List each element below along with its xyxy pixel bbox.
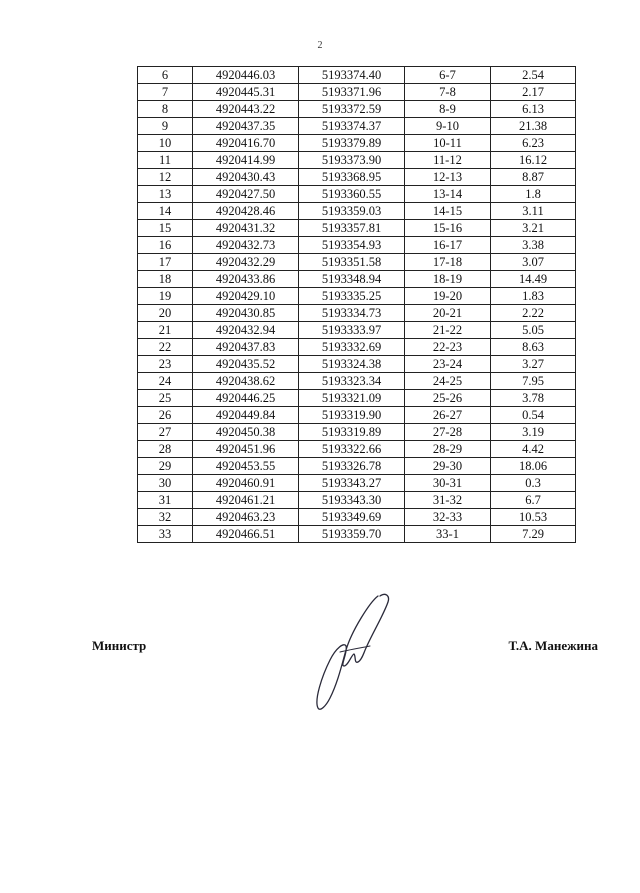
y-coordinate-cell: 5193319.90 <box>299 407 405 424</box>
segment-cell: 31-32 <box>405 492 491 509</box>
point-number-cell: 16 <box>138 237 193 254</box>
x-coordinate-cell: 4920451.96 <box>193 441 299 458</box>
point-number-cell: 21 <box>138 322 193 339</box>
x-coordinate-cell: 4920427.50 <box>193 186 299 203</box>
handwritten-signature <box>300 590 410 715</box>
length-cell: 14.49 <box>491 271 576 288</box>
point-number-cell: 27 <box>138 424 193 441</box>
segment-cell: 20-21 <box>405 305 491 322</box>
x-coordinate-cell: 4920443.22 <box>193 101 299 118</box>
segment-cell: 9-10 <box>405 118 491 135</box>
x-coordinate-cell: 4920437.35 <box>193 118 299 135</box>
point-number-cell: 7 <box>138 84 193 101</box>
point-number-cell: 18 <box>138 271 193 288</box>
segment-cell: 23-24 <box>405 356 491 373</box>
segment-cell: 18-19 <box>405 271 491 288</box>
y-coordinate-cell: 5193335.25 <box>299 288 405 305</box>
x-coordinate-cell: 4920445.31 <box>193 84 299 101</box>
table-row <box>138 152 576 169</box>
segment-cell: 8-9 <box>405 101 491 118</box>
table-row <box>138 475 576 492</box>
y-coordinate-cell: 5193359.70 <box>299 526 405 543</box>
table-row <box>138 254 576 271</box>
table-row <box>138 101 576 118</box>
x-coordinate-cell: 4920463.23 <box>193 509 299 526</box>
length-cell: 16.12 <box>491 152 576 169</box>
x-coordinate-cell: 4920432.29 <box>193 254 299 271</box>
table-row <box>138 526 576 543</box>
x-coordinate-cell: 4920414.99 <box>193 152 299 169</box>
segment-cell: 28-29 <box>405 441 491 458</box>
segment-cell: 17-18 <box>405 254 491 271</box>
point-number-cell: 11 <box>138 152 193 169</box>
page-number: 2 <box>317 40 323 51</box>
segment-cell: 7-8 <box>405 84 491 101</box>
table-row <box>138 407 576 424</box>
x-coordinate-cell: 4920437.83 <box>193 339 299 356</box>
y-coordinate-cell: 5193322.66 <box>299 441 405 458</box>
y-coordinate-cell: 5193374.37 <box>299 118 405 135</box>
segment-cell: 11-12 <box>405 152 491 169</box>
segment-cell: 13-14 <box>405 186 491 203</box>
segment-cell: 25-26 <box>405 390 491 407</box>
y-coordinate-cell: 5193333.97 <box>299 322 405 339</box>
point-number-cell: 19 <box>138 288 193 305</box>
y-coordinate-cell: 5193323.34 <box>299 373 405 390</box>
y-coordinate-cell: 5193351.58 <box>299 254 405 271</box>
point-number-cell: 23 <box>138 356 193 373</box>
length-cell: 8.87 <box>491 169 576 186</box>
table-row <box>138 339 576 356</box>
point-number-cell: 9 <box>138 118 193 135</box>
length-cell: 3.78 <box>491 390 576 407</box>
y-coordinate-cell: 5193343.27 <box>299 475 405 492</box>
x-coordinate-cell: 4920431.32 <box>193 220 299 237</box>
y-coordinate-cell: 5193374.40 <box>299 67 405 84</box>
length-cell: 5.05 <box>491 322 576 339</box>
coordinates-table-body <box>138 67 576 543</box>
point-number-cell: 6 <box>138 67 193 84</box>
point-number-cell: 12 <box>138 169 193 186</box>
table-row <box>138 492 576 509</box>
y-coordinate-cell: 5193354.93 <box>299 237 405 254</box>
length-cell: 3.21 <box>491 220 576 237</box>
length-cell: 6.23 <box>491 135 576 152</box>
segment-cell: 30-31 <box>405 475 491 492</box>
length-cell: 0.3 <box>491 475 576 492</box>
table-row <box>138 67 576 84</box>
y-coordinate-cell: 5193360.55 <box>299 186 405 203</box>
y-coordinate-cell: 5193349.69 <box>299 509 405 526</box>
length-cell: 2.22 <box>491 305 576 322</box>
segment-cell: 33-1 <box>405 526 491 543</box>
length-cell: 7.95 <box>491 373 576 390</box>
segment-cell: 32-33 <box>405 509 491 526</box>
x-coordinate-cell: 4920450.38 <box>193 424 299 441</box>
table-row <box>138 237 576 254</box>
length-cell: 6.13 <box>491 101 576 118</box>
segment-cell: 19-20 <box>405 288 491 305</box>
table-row <box>138 356 576 373</box>
table-row <box>138 135 576 152</box>
y-coordinate-cell: 5193359.03 <box>299 203 405 220</box>
signer-name: Т.А. Манежина <box>508 638 598 653</box>
x-coordinate-cell: 4920460.91 <box>193 475 299 492</box>
length-cell: 3.19 <box>491 424 576 441</box>
y-coordinate-cell: 5193326.78 <box>299 458 405 475</box>
point-number-cell: 31 <box>138 492 193 509</box>
x-coordinate-cell: 4920453.55 <box>193 458 299 475</box>
x-coordinate-cell: 4920446.03 <box>193 67 299 84</box>
segment-cell: 21-22 <box>405 322 491 339</box>
table-row <box>138 322 576 339</box>
segment-cell: 24-25 <box>405 373 491 390</box>
x-coordinate-cell: 4920428.46 <box>193 203 299 220</box>
segment-cell: 27-28 <box>405 424 491 441</box>
point-number-cell: 14 <box>138 203 193 220</box>
y-coordinate-cell: 5193368.95 <box>299 169 405 186</box>
length-cell: 2.54 <box>491 67 576 84</box>
y-coordinate-cell: 5193321.09 <box>299 390 405 407</box>
coordinates-table <box>137 66 576 543</box>
y-coordinate-cell: 5193379.89 <box>299 135 405 152</box>
point-number-cell: 8 <box>138 101 193 118</box>
length-cell: 7.29 <box>491 526 576 543</box>
x-coordinate-cell: 4920446.25 <box>193 390 299 407</box>
length-cell: 3.07 <box>491 254 576 271</box>
x-coordinate-cell: 4920430.85 <box>193 305 299 322</box>
segment-cell: 16-17 <box>405 237 491 254</box>
x-coordinate-cell: 4920435.52 <box>193 356 299 373</box>
point-number-cell: 32 <box>138 509 193 526</box>
y-coordinate-cell: 5193343.30 <box>299 492 405 509</box>
point-number-cell: 13 <box>138 186 193 203</box>
segment-cell: 26-27 <box>405 407 491 424</box>
length-cell: 1.83 <box>491 288 576 305</box>
y-coordinate-cell: 5193371.96 <box>299 84 405 101</box>
table-row <box>138 373 576 390</box>
point-number-cell: 25 <box>138 390 193 407</box>
y-coordinate-cell: 5193324.38 <box>299 356 405 373</box>
length-cell: 3.11 <box>491 203 576 220</box>
x-coordinate-cell: 4920461.21 <box>193 492 299 509</box>
table-row <box>138 84 576 101</box>
length-cell: 4.42 <box>491 441 576 458</box>
segment-cell: 12-13 <box>405 169 491 186</box>
segment-cell: 14-15 <box>405 203 491 220</box>
table-row <box>138 441 576 458</box>
table-row <box>138 220 576 237</box>
point-number-cell: 26 <box>138 407 193 424</box>
length-cell: 3.27 <box>491 356 576 373</box>
point-number-cell: 20 <box>138 305 193 322</box>
length-cell: 21.38 <box>491 118 576 135</box>
point-number-cell: 29 <box>138 458 193 475</box>
segment-cell: 22-23 <box>405 339 491 356</box>
point-number-cell: 24 <box>138 373 193 390</box>
table-row <box>138 305 576 322</box>
table-row <box>138 458 576 475</box>
point-number-cell: 10 <box>138 135 193 152</box>
segment-cell: 6-7 <box>405 67 491 84</box>
y-coordinate-cell: 5193319.89 <box>299 424 405 441</box>
table-row <box>138 118 576 135</box>
x-coordinate-cell: 4920416.70 <box>193 135 299 152</box>
signer-title: Министр <box>92 638 147 653</box>
length-cell: 1.8 <box>491 186 576 203</box>
table-row <box>138 509 576 526</box>
segment-cell: 29-30 <box>405 458 491 475</box>
y-coordinate-cell: 5193357.81 <box>299 220 405 237</box>
point-number-cell: 22 <box>138 339 193 356</box>
point-number-cell: 17 <box>138 254 193 271</box>
x-coordinate-cell: 4920432.73 <box>193 237 299 254</box>
y-coordinate-cell: 5193373.90 <box>299 152 405 169</box>
table-row <box>138 169 576 186</box>
length-cell: 10.53 <box>491 509 576 526</box>
segment-cell: 15-16 <box>405 220 491 237</box>
y-coordinate-cell: 5193348.94 <box>299 271 405 288</box>
y-coordinate-cell: 5193372.59 <box>299 101 405 118</box>
length-cell: 2.17 <box>491 84 576 101</box>
table-row <box>138 288 576 305</box>
point-number-cell: 28 <box>138 441 193 458</box>
y-coordinate-cell: 5193332.69 <box>299 339 405 356</box>
segment-cell: 10-11 <box>405 135 491 152</box>
x-coordinate-cell: 4920432.94 <box>193 322 299 339</box>
point-number-cell: 33 <box>138 526 193 543</box>
x-coordinate-cell: 4920449.84 <box>193 407 299 424</box>
length-cell: 18.06 <box>491 458 576 475</box>
x-coordinate-cell: 4920433.86 <box>193 271 299 288</box>
x-coordinate-cell: 4920430.43 <box>193 169 299 186</box>
table-row <box>138 390 576 407</box>
x-coordinate-cell: 4920438.62 <box>193 373 299 390</box>
table-row <box>138 271 576 288</box>
x-coordinate-cell: 4920429.10 <box>193 288 299 305</box>
length-cell: 3.38 <box>491 237 576 254</box>
point-number-cell: 15 <box>138 220 193 237</box>
length-cell: 6.7 <box>491 492 576 509</box>
y-coordinate-cell: 5193334.73 <box>299 305 405 322</box>
x-coordinate-cell: 4920466.51 <box>193 526 299 543</box>
point-number-cell: 30 <box>138 475 193 492</box>
table-row <box>138 203 576 220</box>
length-cell: 8.63 <box>491 339 576 356</box>
table-row <box>138 186 576 203</box>
length-cell: 0.54 <box>491 407 576 424</box>
table-row <box>138 424 576 441</box>
